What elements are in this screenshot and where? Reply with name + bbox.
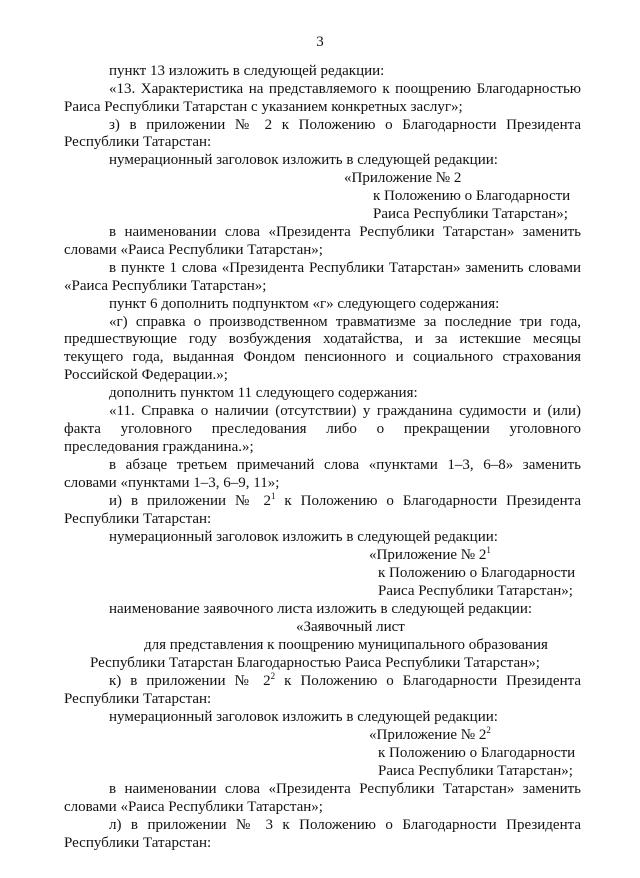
text-segment: «Приложение № 2 xyxy=(369,727,487,743)
text-line: Республики Татарстан: xyxy=(64,691,212,707)
text-segment: «Приложение № 2 xyxy=(369,547,487,563)
text-line: факта уголовного преследования либо о прекращении уголовного xyxy=(64,421,581,437)
text-line: пункт 6 дополнить подпунктом «г» следующего содержания: xyxy=(109,296,500,312)
text-line: текущего года, выданная Фондом пенсионного и социального страхования xyxy=(64,349,581,365)
text-segment: и) в приложении № 2 xyxy=(109,493,271,509)
text-line: л) в приложении № 3 к Положению о Благодарности Президента xyxy=(109,817,581,833)
text-line: словами «Раиса Республики Татарстан»; xyxy=(64,242,323,258)
text-line: в пункте 1 слова «Президента Республики Татарстан» заменить словами xyxy=(109,260,581,276)
text-line: словами «пунктами 1–3, 6–9, 11»; xyxy=(64,475,280,491)
text-line: в абзаце третьем примечаний слова «пунктами 1–3, 6–8» заменить xyxy=(109,457,581,473)
superscript: 2 xyxy=(270,671,276,681)
text-segment: к Положению о Благодарности Президента xyxy=(275,673,582,689)
appendix-heading: «Приложение № 2 xyxy=(344,170,462,186)
appendix-heading: Раиса Республики Татарстан»; xyxy=(378,583,573,599)
text-line: «Раиса Республики Татарстан»; xyxy=(64,278,267,294)
appendix-heading: к Положению о Благодарности xyxy=(373,188,571,204)
text-line: Раиса Республики Татарстан с указанием конкретных заслуг»; xyxy=(64,99,463,115)
text-line: нумерационный заголовок изложить в следующей редакции: xyxy=(109,529,498,545)
text-line: в наименовании слова «Президента Республики Татарстан» заменить xyxy=(109,224,581,240)
text-line: преследования гражданина.»; xyxy=(64,439,254,455)
page-number: 3 xyxy=(316,34,324,50)
superscript: 1 xyxy=(486,545,491,555)
superscript: 2 xyxy=(486,725,491,735)
text-line: з) в приложении № 2 к Положению о Благодарности Президента xyxy=(109,117,581,133)
text-line: Республики Татарстан: xyxy=(64,511,212,527)
appendix-heading: к Положению о Благодарности xyxy=(378,745,576,761)
appendix-heading: к Положению о Благодарности xyxy=(378,565,576,581)
text-line: Российской Федерации.»; xyxy=(64,367,228,383)
text-line: «13. Характеристика на представляемого к поощрению Благодарностью xyxy=(109,81,581,97)
text-line: «11. Справка о наличии (отсутствии) у гражданина судимости и (или) xyxy=(109,403,581,419)
text-line: Республики Татарстан: xyxy=(64,835,212,851)
text-line: пункт 13 изложить в следующей редакции: xyxy=(109,63,385,79)
appendix-heading xyxy=(369,547,491,564)
superscript: 1 xyxy=(270,491,276,501)
text-line: в наименовании слова «Президента Республики Татарстан» заменить xyxy=(109,781,581,797)
text-line: словами «Раиса Республики Татарстан»; xyxy=(64,799,323,815)
form-title: Республики Татарстан Благодарностью Раиса Республики Татарстан»; xyxy=(90,655,540,671)
form-title: «Заявочный лист xyxy=(296,619,405,635)
text-segment: к Положению о Благодарности Президента xyxy=(275,493,581,509)
text-segment: к) в приложении № 2 xyxy=(109,673,271,689)
appendix-heading: Раиса Республики Татарстан»; xyxy=(373,206,568,222)
appendix-heading: Раиса Республики Татарстан»; xyxy=(378,763,573,779)
text-line: нумерационный заголовок изложить в следующей редакции: xyxy=(109,709,498,725)
form-title: для представления к поощрению муниципального образования xyxy=(144,637,548,653)
text-line: нумерационный заголовок изложить в следующей редакции: xyxy=(109,152,498,168)
text-line: предшествующие году возбуждения ходатайства, и за истекшие месяцы xyxy=(64,331,581,347)
text-line: дополнить пунктом 11 следующего содержания: xyxy=(109,385,418,401)
text-line xyxy=(109,493,581,510)
text-line xyxy=(109,673,581,690)
text-line: Республики Татарстан: xyxy=(64,134,212,150)
appendix-heading xyxy=(369,727,491,744)
text-line: «г) справка о производственном травматизме за последние три года, xyxy=(109,314,581,330)
text-line: наименование заявочного листа изложить в следующей редакции: xyxy=(109,601,533,617)
